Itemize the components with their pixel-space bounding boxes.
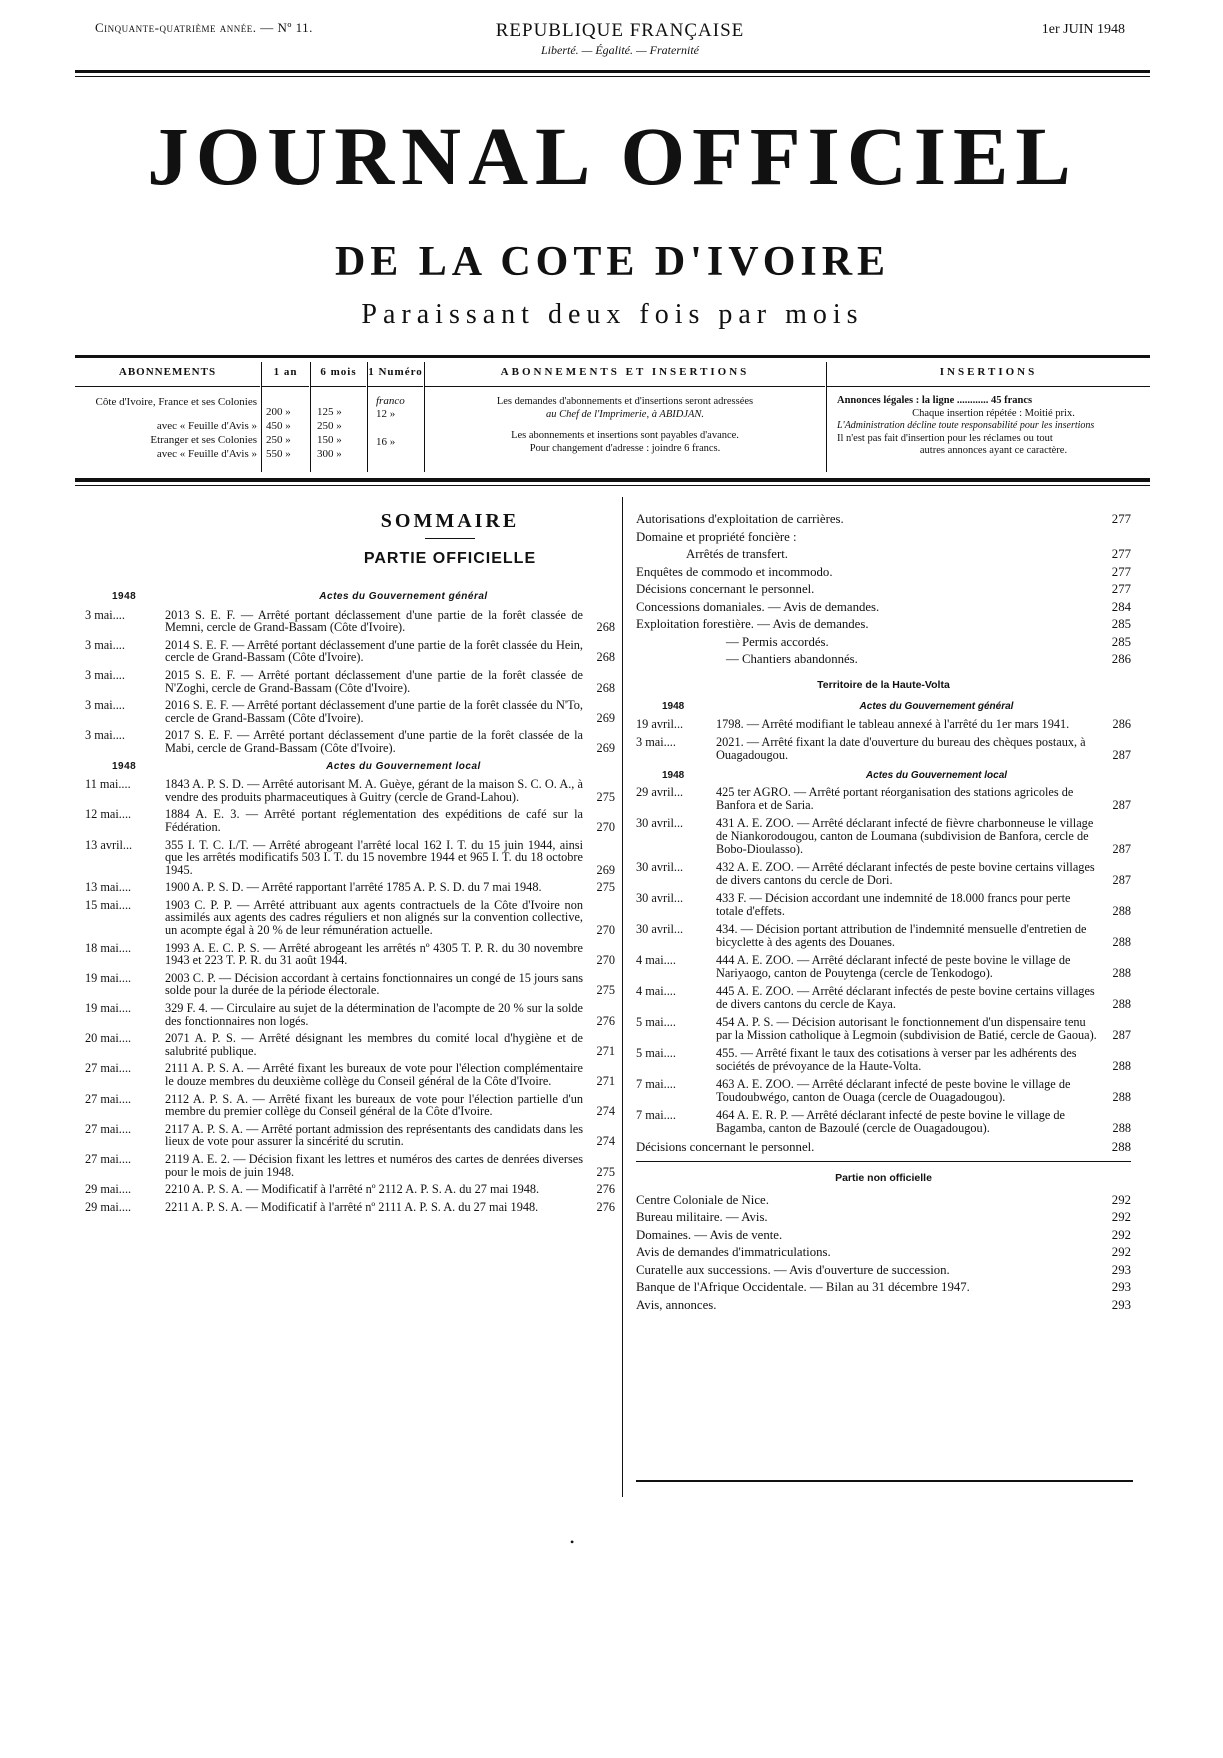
hv-gg-entries-list: [636, 718, 1131, 762]
subs-right-line: Annonces légales : la ligne ............ 45 francs: [837, 395, 1033, 406]
entry-text: Avis de demandes d'immatriculations.: [636, 1245, 831, 1259]
entry-text: Curatelle aux successions. — Avis d'ouverture de succession.: [636, 1262, 950, 1277]
entry-text: 2111 A. P. S. A. — Arrêté fixant les bureaux de vote pour l'élection complémentaire le douze membres du deuxième collège du Conseil général de la Côte d'Ivoire.: [165, 1061, 583, 1088]
entry-text: 2003 C. P. — Décision accordant à certains fonctionnaires un congé de 15 jours sans solde pour la durée de la période électorale.: [165, 970, 583, 998]
partie-officielle-title: PARTIE OFFICIELLE: [363, 550, 537, 567]
toc-entry: [85, 972, 615, 997]
toc-entry: [636, 1192, 1131, 1210]
subs-year-value: 550 »: [266, 448, 291, 460]
entry-page: 287: [1112, 842, 1131, 856]
entry-page: 285: [1111, 617, 1131, 631]
entry-text: 2210 A. P. S. A. — Modificatif à l'arrêté nº 2112 A. P. S. A. du 27 mai 1948.: [165, 1182, 540, 1197]
entry-date: 27 mai....: [85, 1061, 132, 1076]
entry-page: 276: [596, 1182, 615, 1197]
entry-page: 288: [1112, 1059, 1131, 1073]
end-rule: [636, 1480, 1133, 1482]
subs-year-value: 200 »: [266, 406, 291, 418]
entry-page: 287: [1112, 798, 1131, 812]
subs-row-label: Etranger et ses Colonies: [150, 434, 257, 446]
subs-months-value: 150 »: [317, 434, 342, 446]
toc-entry: [636, 1279, 1131, 1297]
left-column: [85, 585, 615, 1218]
toc-entry: [636, 786, 1131, 812]
haute-volta-title: Territoire de la Haute-Volta: [817, 678, 950, 691]
subs-months-value: 300 »: [317, 448, 342, 460]
toc-entry: [636, 1244, 1131, 1262]
toc-entry: [636, 718, 1131, 731]
toc-entry: [636, 564, 1131, 582]
partie-non-officielle-title: Partie non officielle: [835, 1172, 932, 1184]
entry-date: 13 mai....: [85, 880, 132, 895]
toc-entry: [85, 1002, 615, 1027]
non-officielle-list: [636, 1192, 1131, 1315]
journal-title: JOURNAL OFFICIEL: [147, 110, 1078, 202]
toc-entry: [85, 729, 615, 754]
entry-page: 270: [596, 923, 615, 938]
section-label: Actes du Gouvernement local: [865, 769, 1008, 781]
subs-row-label: avec « Feuille d'Avis »: [156, 448, 257, 460]
entry-page: 292: [1111, 1245, 1131, 1259]
entry-text: 444 A. E. ZOO. — Arrêté déclarant infecté de peste bovine le village de Nariyaogo, canton de Pouytenga (cercle de Tenkodogo).: [716, 953, 1071, 980]
toc-entry: [636, 1209, 1131, 1227]
subs-right-col: [827, 362, 1150, 472]
toc-entry: [85, 1201, 615, 1214]
entry-date: 18 mai....: [85, 940, 132, 955]
entry-text: Domaine et propriété foncière :: [636, 529, 797, 544]
toc-entry: [85, 899, 615, 937]
entry-text: 445 A. E. ZOO. — Arrêté déclarant infectés de peste bovine certains villages de divers cantons du cercle de Kaya.: [716, 984, 1095, 1011]
toc-entry: [85, 1062, 615, 1087]
entry-page: 269: [596, 740, 615, 755]
toc-entry: [85, 639, 615, 664]
toc-entry: [85, 881, 615, 894]
entry-date: 30 avril...: [636, 922, 684, 936]
toc-entry: [636, 511, 1131, 529]
subscription-table: [75, 362, 1150, 472]
entry-page: 275: [596, 880, 615, 895]
entry-text: 431 A. E. ZOO. — Arrêté déclarant infecté de fièvre charbonneuse le village de Niankorodougou, canton de Loumana (subdivision de Banfora, cercle de Bobo-Dioulasso).: [716, 816, 1094, 856]
header-rule-bottom: [75, 76, 1150, 77]
subs-months-value: 250 »: [317, 420, 342, 432]
section-label: Actes du Gouvernement local: [326, 760, 481, 772]
entry-page: 293: [1111, 1280, 1131, 1294]
entry-date: 7 mai....: [636, 1077, 676, 1091]
footer-mark: •: [570, 1535, 575, 1549]
toc-entry: [85, 942, 615, 967]
subs-franco: franco: [376, 395, 405, 407]
toc-entry: [636, 581, 1131, 599]
entry-page: 288: [1111, 1140, 1131, 1154]
entry-date: 19 mai....: [85, 970, 132, 985]
hv-gl-entries-list: [636, 786, 1131, 1135]
subs-middle-header: ABONNEMENTS ET INSERTIONS: [425, 362, 825, 387]
toc-entry: [85, 778, 615, 803]
entry-text: 2071 A. P. S. — Arrêté désignant les membres du comité local d'hygiène et de salubrité publique.: [165, 1031, 583, 1058]
entry-page: 286: [1111, 652, 1131, 666]
entry-text: 2112 A. P. S. A. — Arrêté fixant les bureaux de vote pour l'élection partielle d'un membre du premier collège du Conseil général de la Côte d'Ivoire.: [165, 1091, 583, 1119]
entry-text: 2016 S. E. F. — Arrêté portant déclassement d'une partie de la forêt classée du N'To, cercle de Grand-Bassam (Côte d'Ivoire).: [165, 698, 583, 725]
entry-page: 288: [1112, 997, 1131, 1011]
toc-entry: [636, 1262, 1131, 1280]
section-label: Actes du Gouvernement général: [859, 701, 1014, 712]
toc-entry: [636, 599, 1131, 617]
subs-months-col: [311, 362, 366, 472]
section-gouvernement-general: [85, 591, 615, 604]
entry-text: 434. — Décision portant attribution de l'indemnité mensuelle d'entretien de bicyclette à des agents des Douanes.: [716, 922, 1087, 949]
entry-date: 30 avril...: [636, 860, 684, 874]
entry-date: 30 avril...: [636, 816, 684, 830]
hv-section-gouvernement-local: [636, 767, 1131, 785]
toc-entry: [636, 861, 1131, 887]
entry-date: 3 mai....: [85, 607, 125, 622]
column-divider: [622, 497, 623, 1497]
toc-entry: [636, 736, 1131, 762]
republic-block: [450, 20, 790, 58]
entry-page: 287: [1112, 747, 1131, 762]
subs-middle-line: Les abonnements et insertions sont payables d'avance.: [511, 430, 739, 441]
entry-page: 270: [596, 819, 615, 834]
republic-motto: Liberté. — Égalité. — Fraternité: [541, 43, 699, 57]
toc-entry: [85, 609, 615, 634]
entry-date: 29 mai....: [85, 1182, 132, 1197]
toc-entry: [85, 1183, 615, 1196]
section-year: 1948: [662, 701, 685, 712]
entry-date: 3 mai....: [85, 698, 125, 713]
entry-date: 30 avril...: [636, 891, 684, 905]
hv-section-gouvernement-general: [636, 698, 1131, 716]
entry-text: 2015 S. E. F. — Arrêté portant déclassement d'une partie de la forêt classée de N'Zoghi, cercle de Grand-Bassam (Côte d'Ivoire).: [165, 667, 583, 695]
entry-text: Arrêtés de transfert.: [686, 547, 788, 561]
entry-text: — Chantiers abandonnés.: [726, 652, 858, 666]
entry-page: 268: [596, 650, 615, 665]
entry-text: 464 A. E. R. P. — Arrêté déclarant infecté de peste bovine le village de Bagamba, canton de Bazoulé (cercle de Ouagadougou).: [716, 1108, 1065, 1135]
entry-text: 455. — Arrêté fixant le taux des cotisations à verser par les adhérents des sociétés de prévoyance de la Haute-Volta.: [716, 1046, 1077, 1073]
entry-page: 277: [1111, 564, 1131, 579]
entry-text: Banque de l'Afrique Occidentale. — Bilan au 31 décembre 1947.: [636, 1280, 970, 1294]
entry-date: 19 avril...: [636, 716, 684, 731]
subs-middle-line: Pour changement d'adresse : joindre 6 francs.: [529, 443, 721, 454]
subs-right-line: Chaque insertion répétée : Moitié prix.: [912, 407, 1075, 419]
toc-entry: [85, 669, 615, 694]
entry-date: 27 mai....: [85, 1091, 132, 1106]
entry-page: 293: [1111, 1262, 1131, 1277]
subs-number-value: 16 »: [376, 436, 396, 448]
entry-text: 1798. — Arrêté modifiant le tableau annexé à l'arrêté du 1er mars 1941.: [716, 716, 1070, 731]
entry-page: 286: [1112, 716, 1131, 731]
entry-page: 288: [1112, 1090, 1131, 1104]
entry-text: Enquêtes de commodo et incommodo.: [636, 564, 833, 579]
entry-text: — Permis accordés.: [726, 634, 829, 649]
subs-header-number: 1 Numéro: [368, 362, 423, 387]
toc-entry: [636, 634, 1131, 652]
section-year: 1948: [662, 769, 685, 781]
entry-text: 1993 A. E. C. P. S. — Arrêté abrogeant les arrêtés nº 4305 T. P. R. du 30 novembre 1943 et 223 T. P. R. du 31 août 1944.: [165, 940, 583, 968]
entry-date: 12 mai....: [85, 807, 132, 822]
subs-row-label: avec « Feuille d'Avis »: [156, 420, 257, 432]
toc-entry: [85, 1032, 615, 1057]
publication-frequency: Paraissant deux fois par mois: [361, 299, 864, 330]
subs-number-value: [376, 421, 423, 435]
entry-page: 293: [1111, 1297, 1131, 1312]
gg-entries-list: [85, 609, 615, 755]
entry-page: 292: [1111, 1192, 1131, 1207]
entry-page: 268: [596, 680, 615, 695]
entry-date: 7 mai....: [636, 1108, 676, 1122]
entry-text: Avis, annonces.: [636, 1297, 717, 1312]
toc-entry: [636, 651, 1131, 669]
entry-page: [1091, 529, 1131, 547]
entry-date: 29 avril...: [636, 785, 684, 799]
toc-entry: [636, 1227, 1131, 1245]
entry-text: Bureau militaire. — Avis.: [636, 1210, 768, 1224]
entry-text: 1843 A. P. S. D. — Arrêté autorisant M. A. Guèye, gérant de la maison S. C. O. A., à vendre des produits pharmaceutiques à Guitry (cercle de Grand-Lahou).: [165, 777, 583, 804]
toc-entry: [85, 1123, 615, 1148]
entry-text: 2017 S. E. F. — Arrêté portant déclassement d'une partie de la forêt classée de la Mabi, cercle de Grand-Bassam (Côte d'Ivoire).: [165, 728, 583, 755]
non-off-rule: [636, 1161, 1131, 1162]
sommaire-title: SOMMAIRE: [380, 510, 520, 532]
entry-text: Domaines. — Avis de vente.: [636, 1227, 783, 1242]
entry-date: 4 mai....: [636, 953, 676, 967]
right-top-list: [636, 511, 1131, 669]
entry-page: 288: [1112, 1121, 1131, 1135]
entry-page: 275: [596, 789, 615, 804]
toc-entry: [636, 546, 1131, 564]
section-year: 1948: [112, 591, 137, 602]
entry-text: 1903 C. P. P. — Arrêté attribuant aux agents contractuels de la Côte d'Ivoire non assimilés aux agents des cadres réguliers et non alignés sur la convention collective, un acompte égal à 20 % de leur rémunération actuelle.: [165, 897, 583, 938]
toc-entry: [85, 699, 615, 724]
section-gouvernement-local: [85, 761, 615, 774]
entry-text: Concessions domaniales. — Avis de demandes.: [636, 599, 880, 614]
entry-date: 29 mai....: [85, 1199, 132, 1214]
entry-page: 275: [596, 1164, 615, 1179]
subs-header-months: 6 mois: [311, 362, 366, 387]
subs-right-line: autres annonces ayant ce caractère.: [919, 445, 1068, 456]
subs-right-line: Il n'est pas fait d'insertion pour les réclames ou tout: [837, 432, 1053, 444]
entry-text: 2211 A. P. S. A. — Modificatif à l'arrêté nº 2111 A. P. S. A. du 27 mai 1948.: [165, 1199, 539, 1214]
entry-page: 288: [1112, 904, 1131, 918]
entry-page: 292: [1111, 1210, 1131, 1224]
entry-page: 277: [1111, 547, 1131, 561]
toc-entry: [85, 808, 615, 833]
entry-page: 271: [596, 1074, 615, 1088]
sommaire-underline: [425, 538, 475, 539]
subs-labels-col: [75, 362, 260, 472]
entry-page: 269: [596, 862, 615, 877]
gl-entries-list: [85, 778, 615, 1213]
toc-entry: [85, 1153, 615, 1178]
entry-text: 355 I. T. C. I./T. — Arrêté abrogeant l'arrêté local 162 I. T. du 15 juin 1944, ainsi que les arrêtés modificatifs 503 I. T. du 15 novembre 1944 et 965 I. T. du 18 octobre 1945.: [165, 837, 583, 877]
entry-page: 276: [596, 1199, 615, 1214]
table-rule-bottom-thin: [75, 485, 1150, 486]
entry-text: 1900 A. P. S. D. — Arrêté rapportant l'arrêté 1785 A. P. S. D. du 7 mai 1948.: [165, 880, 542, 895]
entry-date: 3 mai....: [85, 667, 125, 682]
entry-text: 329 F. 4. — Circulaire au sujet de la détermination de l'acompte de 20 % sur la solde des fonctionnaires non logés.: [165, 1001, 583, 1028]
entry-text: 2013 S. E. F. — Arrêté portant déclassement d'une partie de la forêt classée de Memni, cercle de Grand-Bassam (Côte d'Ivoire).: [165, 607, 583, 635]
entry-date: 20 mai....: [85, 1031, 132, 1046]
toc-entry: [636, 1078, 1131, 1104]
subs-middle-col: [425, 362, 825, 472]
entry-page: 268: [596, 620, 615, 635]
subs-number-col: [368, 362, 423, 472]
toc-entry: [636, 616, 1131, 634]
entry-text: 463 A. E. ZOO. — Arrêté déclarant infecté de peste bovine le village de Toudoubwégo, canton de Ouaga (cercle de Ouagadougou).: [716, 1077, 1071, 1104]
entry-text: Centre Coloniale de Nice.: [636, 1192, 769, 1207]
entry-text: 425 ter AGRO. — Arrêté portant réorganisation des stations agricoles de Banfora et de Saria.: [716, 785, 1074, 812]
entry-date: 19 mai....: [85, 1001, 132, 1016]
section-year: 1948: [112, 760, 137, 772]
republic-name: REPUBLIQUE FRANÇAISE: [495, 20, 745, 41]
entry-date: 5 mai....: [636, 1015, 676, 1029]
entry-text: 2021. — Arrêté fixant la date d'ouverture du bureau des chèques postaux, à Ouagadougou.: [716, 734, 1086, 762]
entry-text: 433 F. — Décision accordant une indemnité de 18.000 francs pour perte totale d'effets.: [716, 891, 1071, 918]
subs-row-label: Côte d'Ivoire, France et ses Colonies: [95, 396, 257, 408]
entry-page: 276: [596, 1013, 615, 1028]
entry-text: Décisions concernant le personnel.: [636, 1140, 815, 1154]
entry-date: 27 mai....: [85, 1151, 132, 1166]
entry-page: 288: [1112, 966, 1131, 980]
entry-text: Exploitation forestière. — Avis de demandes.: [636, 617, 869, 631]
subs-right-line: L'Administration décline toute responsabilité pour les insertions: [837, 420, 1095, 431]
journal-subtitle: DE LA COTE D'IVOIRE: [334, 239, 891, 285]
toc-entry: [636, 892, 1131, 918]
entry-date: 3 mai....: [85, 728, 125, 743]
entry-page: 277: [1111, 512, 1131, 526]
entry-page: 275: [596, 983, 615, 998]
toc-entry: [85, 839, 615, 877]
entry-page: 285: [1111, 634, 1131, 649]
entry-page: 271: [596, 1043, 615, 1058]
entry-text: 2119 A. E. 2. — Décision fixant les lettres et numéros des cartes de denrées diverses pour le mois de juin 1948.: [165, 1151, 583, 1179]
subs-header-year: 1 an: [262, 362, 309, 387]
entry-date: 3 mai....: [85, 637, 125, 652]
entry-page: 292: [1111, 1227, 1131, 1242]
header-rule-top: [75, 70, 1150, 73]
entry-text: 454 A. P. S. — Décision autorisant le fonctionnement d'un dispensaire tenu par la Mission catholique à Legmoin (subdivision de Batié, cercle de Gaoua).: [716, 1015, 1097, 1042]
entry-text: Décisions concernant le personnel.: [636, 582, 815, 596]
entry-text: 1884 A. E. 3. — Arrêté portant réglementation des expéditions de café sur la Fédération.: [165, 807, 583, 834]
toc-entry: [636, 529, 1131, 547]
entry-page: 274: [596, 1134, 615, 1149]
entry-date: 15 mai....: [85, 897, 132, 912]
entry-date: 5 mai....: [636, 1046, 676, 1060]
entry-text: 432 A. E. ZOO. — Arrêté déclarant infectés de peste bovine certains villages de divers cantons du cercle de Dori.: [716, 860, 1095, 887]
subs-middle-line: au Chef de l'Imprimerie, à ABIDJAN.: [545, 409, 705, 420]
entry-page: 284: [1111, 599, 1131, 614]
toc-entry: [636, 985, 1131, 1011]
entry-page: 274: [596, 1104, 615, 1119]
entry-date: 11 mai....: [85, 777, 131, 792]
subs-middle-line: Les demandes d'abonnements et d'insertions seront adressées: [496, 396, 754, 407]
subs-year-value: 450 »: [266, 420, 291, 432]
entry-page: 287: [1112, 873, 1131, 887]
entry-page: 269: [596, 710, 615, 725]
toc-entry: [636, 817, 1131, 856]
entry-date: 4 mai....: [636, 984, 676, 998]
toc-entry: [636, 923, 1131, 949]
edition-line: Cinquante-quatrième année. — Nº 11.: [95, 20, 313, 35]
table-rule-bottom: [75, 478, 1150, 482]
subs-right-header: INSERTIONS: [827, 362, 1150, 387]
subs-number-value: 12 »: [376, 408, 396, 420]
entry-text: Autorisations d'exploitation de carrières.: [636, 512, 844, 526]
entry-page: 270: [596, 953, 615, 968]
masthead-rule: [75, 355, 1150, 358]
toc-entry: [636, 1109, 1131, 1135]
subs-header-label: ABONNEMENTS: [75, 362, 260, 387]
subs-months-value: 125 »: [317, 406, 342, 418]
subs-year-value: 250 »: [266, 434, 291, 446]
toc-entry: [636, 1297, 1131, 1315]
entry-text: 2014 S. E. F. — Arrêté portant déclassement d'une partie de la forêt classée du Hein, cercle de Grand-Bassam (Côte d'Ivoire).: [165, 637, 583, 665]
toc-entry: [636, 954, 1131, 980]
section-label: Actes du Gouvernement général: [319, 591, 488, 602]
toc-entry: [636, 1016, 1131, 1042]
entry-date: 27 mai....: [85, 1121, 132, 1136]
entry-page: 288: [1112, 935, 1131, 949]
hv-personnel-entry: [636, 1140, 1131, 1155]
toc-entry: [85, 1093, 615, 1118]
entry-page: 287: [1112, 1028, 1131, 1042]
entry-date: 3 mai....: [636, 734, 676, 749]
toc-entry: [636, 1047, 1131, 1073]
subs-year-col: [262, 362, 309, 472]
right-column: [636, 511, 1131, 1314]
entry-date: 13 avril...: [85, 837, 133, 852]
issue-date: 1er JUIN 1948: [1041, 22, 1125, 37]
entry-page: 277: [1111, 582, 1131, 596]
entry-text: 2117 A. P. S. A. — Arrêté portant admission des représentants des candidats dans les lieux de vote pour assurer la sincérité du scrutin.: [165, 1121, 583, 1149]
